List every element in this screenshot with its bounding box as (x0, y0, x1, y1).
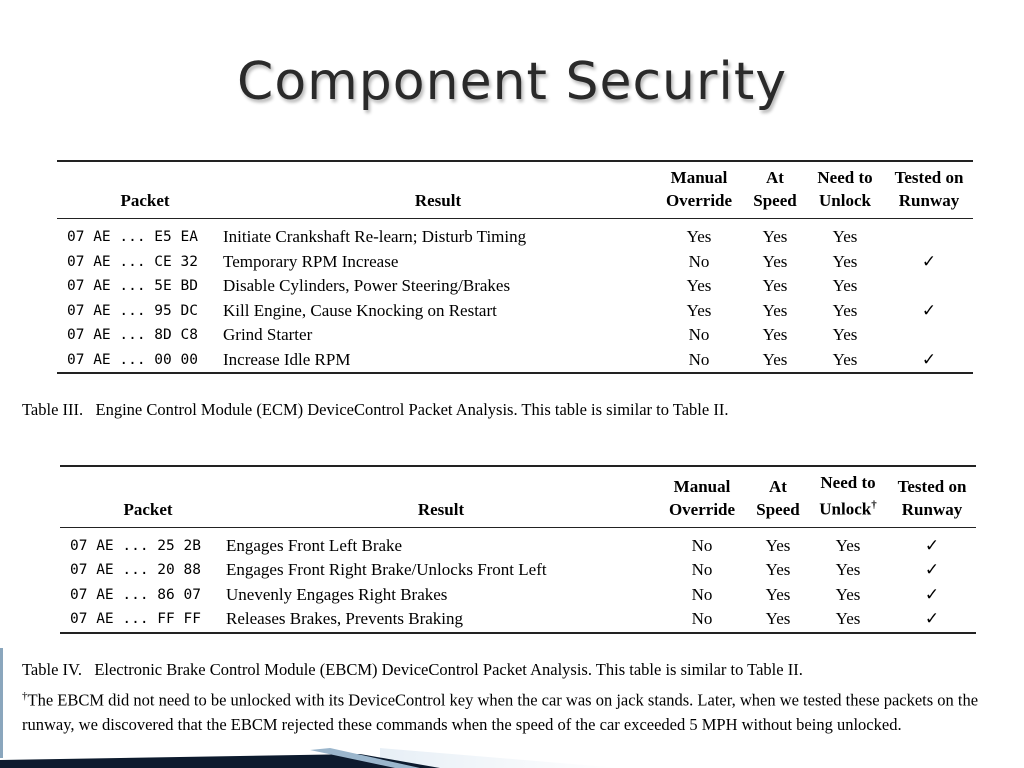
cell-unlock: Yes (835, 535, 861, 555)
cell-speed: Yes (762, 227, 788, 247)
cell-unlock: Yes (835, 584, 861, 604)
cell-packet: 07 AE ... CE 32 (67, 253, 198, 270)
cell-unlock: Yes (832, 276, 858, 296)
cell-manual: Yes (686, 276, 712, 296)
cell-speed: Yes (762, 276, 788, 296)
table-row (60, 527, 976, 558)
ecm-packet-table (57, 160, 973, 374)
cell-speed: Yes (762, 349, 788, 369)
cell-manual: No (691, 560, 713, 580)
header-at-speed: At Speed (753, 168, 797, 210)
cell-manual: No (691, 535, 713, 555)
cell-speed: Yes (765, 609, 791, 629)
cell-result: Kill Engine, Cause Knocking on Restart (223, 300, 497, 320)
cell-tested: ✓ (921, 349, 937, 369)
cell-manual: Yes (686, 300, 712, 320)
table-iv-caption: Table IV. Electronic Brake Control Module (EBCM) DeviceControl Packet Analysis. This table is similar to Table II. (22, 660, 803, 679)
cell-speed: Yes (762, 325, 788, 345)
cell-speed: Yes (765, 584, 791, 604)
header-packet: Packet (123, 499, 173, 519)
cell-unlock: Yes (835, 560, 861, 580)
cell-speed: Yes (762, 251, 788, 271)
cell-packet: 07 AE ... FF FF (70, 611, 201, 628)
table-header-row (60, 466, 976, 527)
header-result: Result (417, 499, 465, 519)
cell-tested: ✓ (924, 535, 940, 555)
cell-tested: ✓ (924, 584, 940, 604)
cell-unlock: Yes (832, 251, 858, 271)
footnote-dagger: † (22, 690, 28, 702)
slide-title: Component Security (237, 52, 787, 112)
footnote-text: The EBCM did not need to be unlocked with its DeviceControl key when the car was on jack stands. Later, when we tested these packets on the runway, we discovered that the EBCM rejected these commands when the speed of the car exceeded 5 MPH without being unlocked. (22, 690, 979, 734)
cell-result: Releases Brakes, Prevents Braking (226, 609, 463, 629)
cell-tested: ✓ (924, 609, 940, 629)
cell-tested: ✓ (921, 251, 937, 271)
cell-tested (885, 219, 973, 250)
cell-speed: Yes (765, 560, 791, 580)
cell-result: Disable Cylinders, Power Steering/Brakes (223, 276, 511, 296)
header-manual-override: Manual Override (668, 476, 736, 519)
table-row (57, 323, 973, 348)
cell-tested: ✓ (924, 560, 940, 580)
cell-unlock: Yes (832, 325, 858, 345)
cell-packet: 07 AE ... 8D C8 (67, 327, 198, 344)
ebcm-packet-table (60, 465, 976, 634)
table-row (60, 607, 976, 633)
cell-manual: No (688, 325, 710, 345)
footer-decorative-band (0, 748, 1024, 768)
cell-result: Initiate Crankshaft Re-learn; Disturb Timing (223, 227, 527, 247)
table-row (57, 299, 973, 324)
cell-speed: Yes (762, 300, 788, 320)
table-row (60, 558, 976, 583)
header-result: Result (414, 191, 462, 210)
cell-manual: No (691, 609, 713, 629)
header-manual-override: Manual Override (665, 168, 733, 210)
cell-unlock: Yes (832, 227, 858, 247)
cell-manual: No (691, 584, 713, 604)
cell-unlock: Yes (832, 349, 858, 369)
header-at-speed: At Speed (756, 476, 800, 519)
header-tested-runway: Tested on Runway (894, 168, 964, 210)
cell-unlock: Yes (832, 300, 858, 320)
cell-packet: 07 AE ... 5E BD (67, 278, 198, 295)
table-iv-footnote (22, 684, 1022, 737)
cell-manual: No (688, 349, 710, 369)
cell-packet: 07 AE ... 20 88 (70, 562, 201, 579)
table-row (57, 274, 973, 299)
table-iii-caption: Table III. Engine Control Module (ECM) DeviceControl Packet Analysis. This table is similar to Table II. (22, 400, 729, 419)
cell-tested (885, 323, 973, 348)
cell-result: Unevenly Engages Right Brakes (226, 584, 448, 604)
cell-result: Temporary RPM Increase (223, 251, 399, 271)
table-row (60, 583, 976, 608)
header-need-unlock: Need to Unlock† (819, 473, 877, 519)
cell-tested (885, 274, 973, 299)
cell-unlock: Yes (835, 609, 861, 629)
cell-packet: 07 AE ... E5 EA (67, 229, 198, 246)
cell-packet: 07 AE ... 00 00 (67, 351, 198, 368)
cell-result: Engages Front Right Brake/Unlocks Front Left (226, 560, 547, 580)
table-row (57, 348, 973, 374)
cell-result: Grind Starter (223, 325, 313, 345)
dagger-mark: † (871, 499, 877, 511)
table-row (57, 250, 973, 275)
cell-speed: Yes (765, 535, 791, 555)
cell-manual: Yes (686, 227, 712, 247)
cell-packet: 07 AE ... 95 DC (67, 302, 198, 319)
header-need-unlock: Need to Unlock (817, 168, 873, 210)
cell-result: Engages Front Left Brake (226, 535, 403, 555)
cell-packet: 07 AE ... 86 07 (70, 586, 201, 603)
cell-result: Increase Idle RPM (223, 349, 351, 369)
cell-packet: 07 AE ... 25 2B (70, 537, 201, 554)
table-header-row (57, 161, 973, 219)
table-row (57, 219, 973, 250)
cell-manual: No (688, 251, 710, 271)
header-tested-runway: Tested on Runway (897, 476, 967, 519)
header-packet: Packet (120, 191, 170, 210)
cell-tested: ✓ (921, 300, 937, 320)
